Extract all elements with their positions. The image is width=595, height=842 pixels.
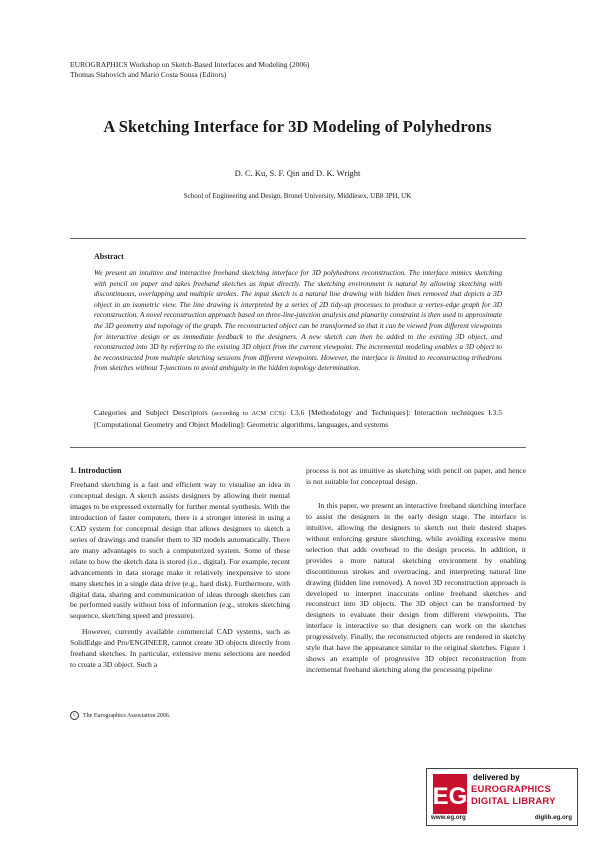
copyright-text: The Eurographics Association 2006.	[83, 712, 171, 719]
eg-logo-icon	[433, 774, 467, 814]
intro-paragraph-1: Freehand sketching is a fast and efficient way to visualise an idea in conceptual design. A sketch assists designers by allowing their mental images to be expressed externally for further mental synthesis. With the introduction of faster computers, there is a stronger interest in using a CAD system for conceptual design that allows designers to sketch a series of drawings and transfer them to 3D models automatically. There are many advantages to such a computerized system. Some of these relate to how the sketch data is stored (i.e., digital). For example, recent advancements in data storage make it relatively inexpensive to store many sketches in a single data drive (e.g., hard disk). Furthermore, with digital data, sharing and communication of ideas through sketches can be performed easily without loss of information (e.g., strokes sketching sequence, sketching speed and pressure).	[70, 480, 290, 621]
categories-text: : I.3.6 [Methodology and Techniques]: Interaction techniques I.3.5 [Computational Geometry and Object Modeling]: Geometric algorithms, languages, and systems	[94, 408, 502, 429]
copyright-icon: c	[70, 711, 79, 720]
paper-title: A Sketching Interface for 3D Modeling of Polyhedrons	[103, 117, 492, 136]
right-column	[306, 466, 526, 676]
affiliation: School of Engineering and Design, Brunel University, Middlesex, UB8 3PH, UK	[183, 192, 412, 200]
logo-url-eg[interactable]: www.eg.org	[431, 814, 466, 821]
header-line-2: Thomas Stahovich and Mario Costa Sousa (Editors)	[70, 69, 227, 79]
left-column	[70, 480, 290, 671]
eg-mark-text: EG	[433, 783, 467, 810]
abstract-top-rule	[70, 238, 526, 239]
intro-paragraph-3: process is not as intuitive as sketching with pencil on paper, and hence is not suitable for conceptual design.	[306, 466, 526, 486]
categories-lead: Categories and Subject Descriptors	[94, 408, 208, 417]
logo-url-diglib[interactable]: diglib.eg.org	[534, 814, 572, 821]
abstract-bottom-rule	[70, 447, 526, 448]
categories-note: (according to ACM CCS)	[211, 410, 285, 417]
section-heading-introduction: 1. Introduction	[70, 466, 122, 475]
intro-paragraph-2: However, currently available commercial CAD systems, such as SolidEdge and Pro/ENGINEER, cannot create 3D objects directly from freehand sketches. In particular, extensive menu selections are needed to create a 3D object. Such a	[70, 627, 290, 670]
header-line-1: EUROGRAPHICS Workshop on Sketch-Based Interfaces and Modeling (2006)	[70, 60, 310, 69]
authors: D. C. Ku, S. F. Qin and D. K. Wright	[234, 168, 361, 178]
running-header	[70, 60, 309, 79]
intro-paragraph-4: In this paper, we present an interactive freehand sketching interface to assist the designers in the early design stage. The interface is intuitive, allowing the designers to sketch out their desired shapes without enforcing gesture sketching, while avoiding excessive menu selection that adds overhead to the design process. In addition, it provides a more natural sketching environment by enabling discontinuous strokes and overtracing, and interpreting natural line drawing (hidden line removed). A novel 3D reconstruction approach is developed to interpret inaccurate online freehand sketches and reconstruct into 3D objects. The 3D object can be transformed by designers to evaluate their design from different viewpoints. The interface is interactive so that designers can work on the sketches progressively. Finally, the reconstructed objects are rendered in sketchy style that have the appearance similar to the original sketches. Figure 1 shows an example of progressive 3D object reconstruction from incremental freehand sketching along the processing pipeline	[306, 500, 526, 675]
abstract-heading: Abstract	[94, 252, 124, 261]
logo-brand-line-1: EUROGRAPHICS	[471, 784, 551, 795]
logo-delivered-by: delivered by	[473, 773, 520, 782]
abstract-body: We present an intuitive and interactive freehand sketching interface for 3D polyhedrons reconstruction. The interface mimics sketching with pencil on paper and takes freehand sketches as input directly. The sketching environment is natural by allowing sketching with discontinuous, overlapping and multiple strokes. The input sketch is a natural line drawing with hidden lines removed that depicts a 3D object in an isometric view. The line drawing is interpreted by a series of 2D tidy-up processes to produce a vertex-edge graph for 3D reconstruction. A novel reconstruction approach based on three-line-junction analysis and planarity constraint is then used to approximate the 3D geometry and topology of the graph. The reconstructed object can be transformed so that it can be viewed from different viewpoints for interactive design or as immediate feedback to the designers. A new sketch can then be added to the existing 3D object, and reconstructed into 3D by referring to the existing 3D object from the current viewpoint. The incremental modeling enables a 3D object to be reconstructed from multiple sketching sessions from different viewpoints. However, the interface is limited to reconstructing trihedrons from sketches without T-junctions to avoid ambiguity in the hidden topology determination.	[94, 268, 502, 373]
eurographics-digital-library-logo[interactable]	[426, 768, 578, 826]
categories-descriptors	[94, 407, 502, 430]
copyright-notice	[70, 711, 170, 720]
logo-brand-line-2: DIGITAL LIBRARY	[471, 796, 556, 807]
